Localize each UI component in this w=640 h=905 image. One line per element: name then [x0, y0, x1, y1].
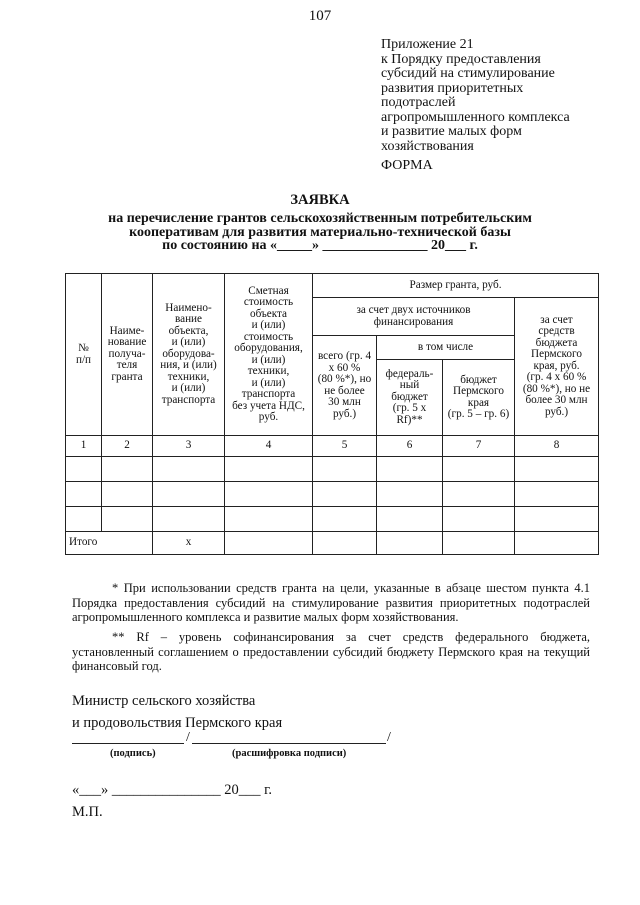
header-object: Наимено- вание объекта, и (или) оборудова- ния, и (или) техники, и (или) транспорта: [153, 274, 225, 436]
table-cell[interactable]: [66, 482, 102, 507]
footnote-2: ** Rf – уровень софинансирования за счет средств федерального бюджета, установленный соглашением о предоставлении субсидий бюджету Пермского края на текущий финансовый год.: [72, 630, 590, 673]
stamp-place: М.П.: [72, 804, 103, 820]
header-federal: федераль- ный бюджет (гр. 5 x Rf)**: [377, 360, 443, 436]
table-cell[interactable]: [225, 532, 313, 555]
signature-decode-line[interactable]: [192, 743, 386, 744]
table-cell[interactable]: [102, 457, 153, 482]
grant-request-table: [65, 273, 599, 555]
table-cell[interactable]: [515, 457, 599, 482]
signature-caption: (подпись): [110, 748, 156, 759]
header-grant-size: Размер гранта, руб.: [313, 274, 599, 298]
column-number: 6: [377, 436, 443, 457]
table-cell[interactable]: [515, 532, 599, 555]
signature-end-separator: /: [387, 730, 391, 745]
header-recipient: Наиме- нование получа- теля гранта: [102, 274, 153, 436]
footnote-1: * При использовании средств гранта на цели, указанные в абзаце шестом пункта 4.1 Порядка предоставления субсидий на стимулирование развития приоритетных подотраслей агропромышленного комплекса и развитие малых форм хозяйствования.: [72, 581, 590, 624]
page-number: 107: [308, 8, 332, 24]
table-cell[interactable]: [313, 457, 377, 482]
table-cell[interactable]: [153, 482, 225, 507]
table-cell[interactable]: [377, 532, 443, 555]
header-regional: бюджет Пермского края (гр. 5 – гр. 6): [443, 360, 515, 436]
table-cell[interactable]: [515, 482, 599, 507]
table-cell[interactable]: [443, 457, 515, 482]
table-cell[interactable]: [153, 507, 225, 532]
table-row: [66, 507, 599, 532]
column-number: 3: [153, 436, 225, 457]
table-cell[interactable]: [313, 532, 377, 555]
table-cell[interactable]: [313, 507, 377, 532]
column-number: 4: [225, 436, 313, 457]
total-x-mark: x: [153, 532, 225, 555]
minister-title: Министр сельского хозяйства и продовольствия Пермского края: [72, 693, 283, 731]
table-cell[interactable]: [66, 457, 102, 482]
table-cell[interactable]: [102, 482, 153, 507]
table-cell[interactable]: [443, 482, 515, 507]
table-cell[interactable]: [225, 457, 313, 482]
table-row: [66, 457, 599, 482]
table-cell[interactable]: [225, 482, 313, 507]
column-number: 1: [66, 436, 102, 457]
header-number: № п/п: [66, 274, 102, 436]
table-cell[interactable]: [377, 457, 443, 482]
table-row: [66, 482, 599, 507]
date-line[interactable]: «___» _______________ 20___ г.: [72, 782, 273, 798]
column-number: 7: [443, 436, 515, 457]
header-krai-budget: за счет средств бюджета Пермского края, руб. (гр. 4 x 60 % (80 %*), но не более 30 млн руб.): [515, 298, 599, 436]
table-cell[interactable]: [66, 507, 102, 532]
document-title: ЗАЯВКА: [290, 192, 350, 208]
header-including: в том числе: [377, 336, 515, 360]
decode-caption: (расшифровка подписи): [232, 748, 347, 759]
header-cost: Сметная стоимость объекта и (или) стоимость оборудования, и (или) техники, и (или) транспорта без учета НДС, руб.: [225, 274, 313, 436]
signature-separator: /: [186, 730, 190, 745]
header-two-sources: за счет двух источников финансирования: [313, 298, 515, 336]
total-label: Итого: [66, 532, 153, 555]
column-number: 8: [515, 436, 599, 457]
table-cell[interactable]: [377, 482, 443, 507]
table-cell[interactable]: [313, 482, 377, 507]
table-cell[interactable]: [515, 507, 599, 532]
total-row: [66, 532, 599, 555]
table-cell[interactable]: [443, 507, 515, 532]
form-label: ФОРМА: [381, 158, 433, 173]
appendix-header: Приложение 21 к Порядку предоставления субсидий на стимулирование развития приоритетных подотраслей агропромышленного комплекса и развитие малых форм хозяйствования: [381, 37, 570, 154]
table-cell[interactable]: [443, 532, 515, 555]
table-cell[interactable]: [153, 457, 225, 482]
table-cell[interactable]: [225, 507, 313, 532]
table-cell[interactable]: [377, 507, 443, 532]
column-number: 2: [102, 436, 153, 457]
column-number: 5: [313, 436, 377, 457]
document-subtitle: на перечисление грантов сельскохозяйственным потребительским кооперативам для развития материально-технической базы по состоянию на «_____» _______________ 20___ г.: [108, 211, 532, 253]
signature-line[interactable]: [72, 743, 184, 744]
table-cell[interactable]: [102, 507, 153, 532]
header-total: всего (гр. 4 x 60 % (80 %*), но не более 30 млн руб.): [313, 336, 377, 436]
